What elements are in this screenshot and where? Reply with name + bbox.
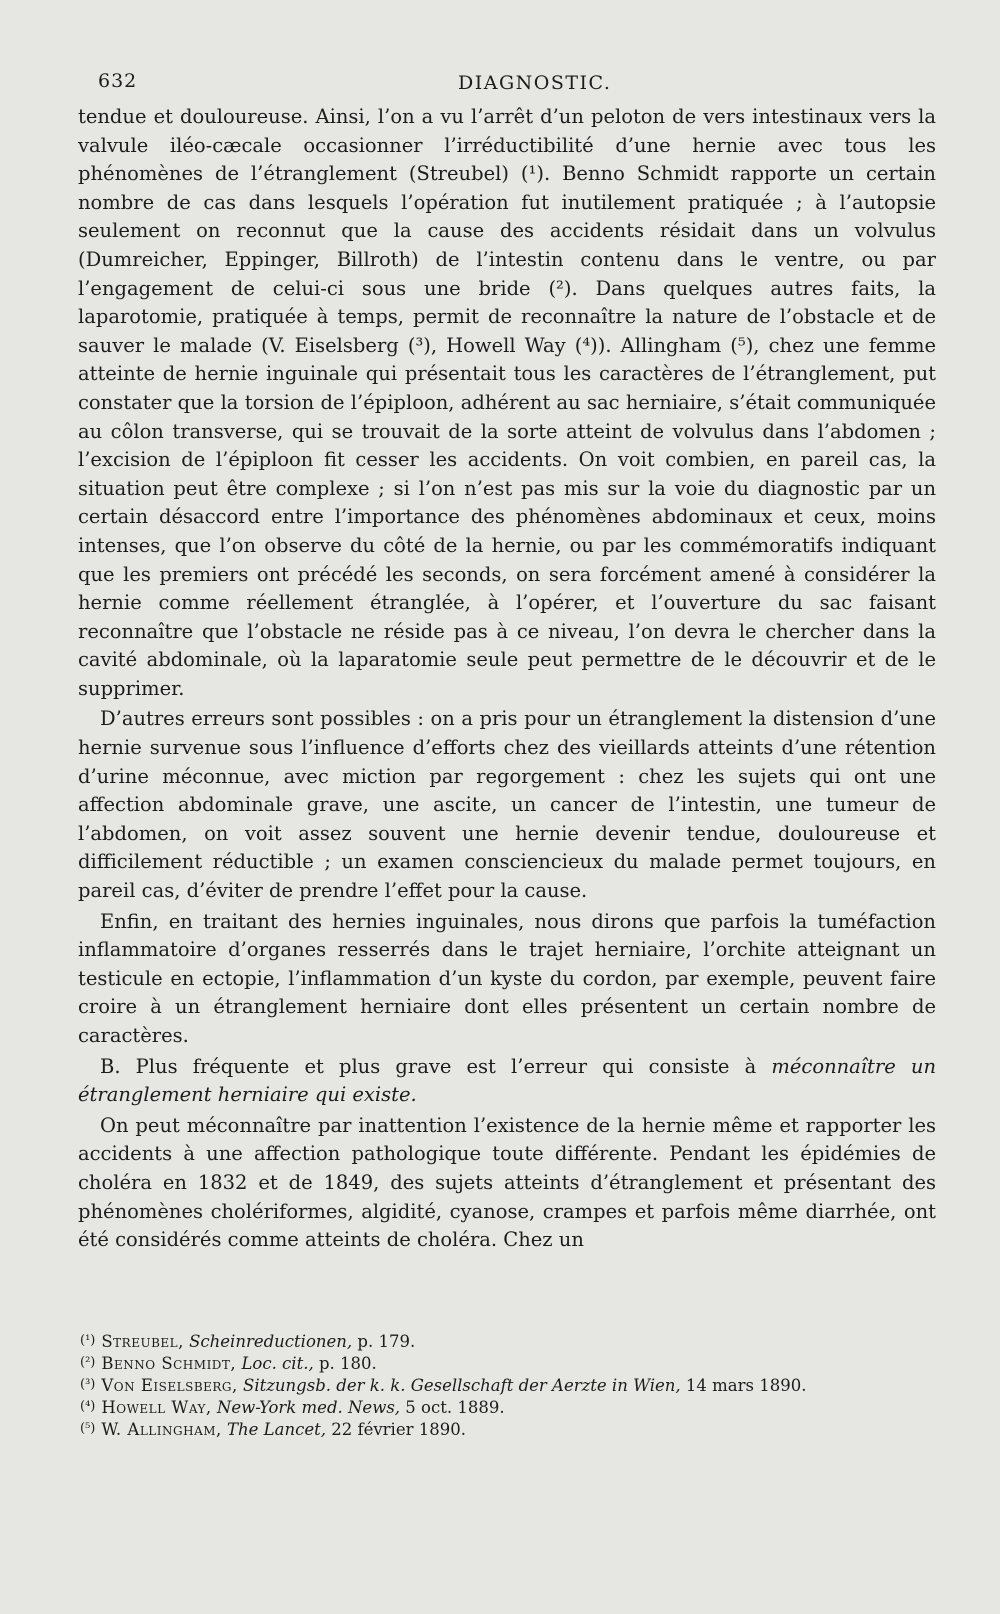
footnote-title: Loc. cit., (241, 1354, 314, 1373)
paragraph-text: Enfin, en traitant des hernies inguinales, nous dirons que parfois la tuméfaction inflammatoire d’organes resserrés dans le trajet herniaire, l’orchite atteignant un testicule en ectopie, l’inflammation d’un kyste du cordon, par exemple, peuvent faire croire à un étranglement herniaire dont elles présentent un certain nombre de caractères. (78, 909, 936, 1047)
footnote-ref: p. 180. (313, 1354, 377, 1373)
footnote-author: Streubel, (101, 1332, 184, 1351)
paragraph-text: B. Plus fréquente et plus grave est l’erreur qui consiste à (100, 1054, 772, 1078)
footnote (80, 1374, 940, 1396)
footnote-mark: (²) (80, 1355, 96, 1370)
page-number: 632 (98, 70, 138, 92)
body-text (78, 103, 936, 1255)
footnote-mark: (¹) (80, 1333, 96, 1348)
paragraph-text: On peut méconnaître par inattention l’existence de la hernie même et rapporter les accidents à une affection pathologique toute différente. Pendant les épidémies de choléra en 1832 et de 1849, des sujets atteints d’étranglement et présentant des phénomènes cholériformes, algidité, cyanose, crampes et parfois même diarrhée, ont été considérés comme atteints de choléra. Chez un (78, 1113, 936, 1252)
footnote (80, 1396, 940, 1418)
footnote (80, 1352, 940, 1374)
footnote-ref: 5 oct. 1889. (400, 1398, 505, 1417)
footnote-mark: (⁴) (80, 1399, 96, 1414)
footnote-title: Sitzungsb. der k. k. Gesellschaft der Aerzte in Wien, (243, 1376, 681, 1395)
paragraph-text: tendue et douloureuse. Ainsi, l’on a vu l’arrêt d’un peloton de vers intestinaux vers la valvule iléo-cæcale occasionner l’irréductibilité d’une hernie avec tous les phénomènes de l’étranglement (Streubel) (¹). Benno Schmidt rapporte un certain nombre de cas dans lesquels l’opération fut inutilement pratiquée ; à l’autopsie seulement on reconnut que la cause des accidents résidait dans un volvulus (Dumreicher, Eppinger, Billroth) de l’intestin contenu dans le ventre, ou par l’engagement de celui-ci sous une bride (²). Dans quelques autres faits, la laparotomie, pratiquée à temps, permit de reconnaître la nature de l’obstacle et de sauver le malade (V. Eiselsberg (³), Howell Way (⁴)). Allingham (⁵), chez une femme atteinte de hernie inguinale qui présentait tous les caractères de l’étranglement, put constater que la torsion de l’épiploon, adhérent au sac herniaire, s’était communiquée au côlon transverse, qui se trouvait de la sorte atteint de volvulus dans l’abdomen ; l’excision de l’épiploon fit cesser les accidents. On voit combien, en pareil cas, la situation peut être complexe ; si l’on n’est pas mis sur la voie du diagnostic par un certain désaccord entre l’importance des phénomènes abdominaux et ceux, moins intenses, que l’on observe du côté de la hernie, ou par les commémoratifs indiquant que les premiers ont précédé les seconds, on sera forcément amené à considérer la hernie comme réellement étranglée, à l’opérer, et l’ouverture du sac faisant reconnaître que l’obstacle ne réside pas à ce niveau, l’on devra le chercher dans la cavité abdominale, où la laparatomie seule peut permettre de le découvrir et de le supprimer. (78, 105, 936, 700)
footnote (80, 1418, 940, 1440)
footnote-title: Scheinreductionen, (189, 1332, 353, 1351)
footnote-mark: (⁵) (80, 1421, 96, 1436)
paragraph-emphasis: méconnaître un étranglement herniaire qui existe. (78, 1054, 936, 1107)
footnote-ref: 22 février 1890. (325, 1420, 466, 1439)
page-header (98, 70, 928, 100)
running-head: DIAGNOSTIC. (458, 72, 612, 94)
paragraph (78, 103, 936, 703)
footnote (80, 1330, 940, 1352)
footnote-author: W. Allingham, (101, 1420, 222, 1439)
footnote-author: Von Eiselsberg, (101, 1376, 238, 1395)
footnote-author: Howell Way, (101, 1398, 212, 1417)
footnote-ref: 14 mars 1890. (680, 1376, 807, 1395)
paragraph-text: D’autres erreurs sont possibles : on a pris pour un étranglement la distension d’une hernie survenue sous l’influence d’efforts chez des vieillards atteints d’une rétention d’urine méconnue, avec miction par regorgement : chez les sujets qui ont une affection abdominale grave, une ascite, un cancer de l’intestin, une tumeur de l’abdomen, on voit assez souvent une hernie devenir tendue, douloureuse et difficilement réductible ; un examen consciencieux du malade permet toujours, en pareil cas, d’éviter de prendre l’effet pour la cause. (78, 707, 936, 903)
footnote-ref: p. 179. (352, 1332, 416, 1351)
footnote-author: Benno Schmidt, (101, 1354, 237, 1373)
paragraph (78, 1053, 936, 1110)
footnotes (80, 1330, 940, 1440)
footnote-title: The Lancet, (227, 1420, 326, 1439)
footnote-mark: (³) (80, 1377, 96, 1392)
paragraph (78, 705, 936, 905)
paragraph (78, 1112, 936, 1255)
paragraph (78, 908, 936, 1051)
footnote-title: New-York med. News, (216, 1398, 401, 1417)
